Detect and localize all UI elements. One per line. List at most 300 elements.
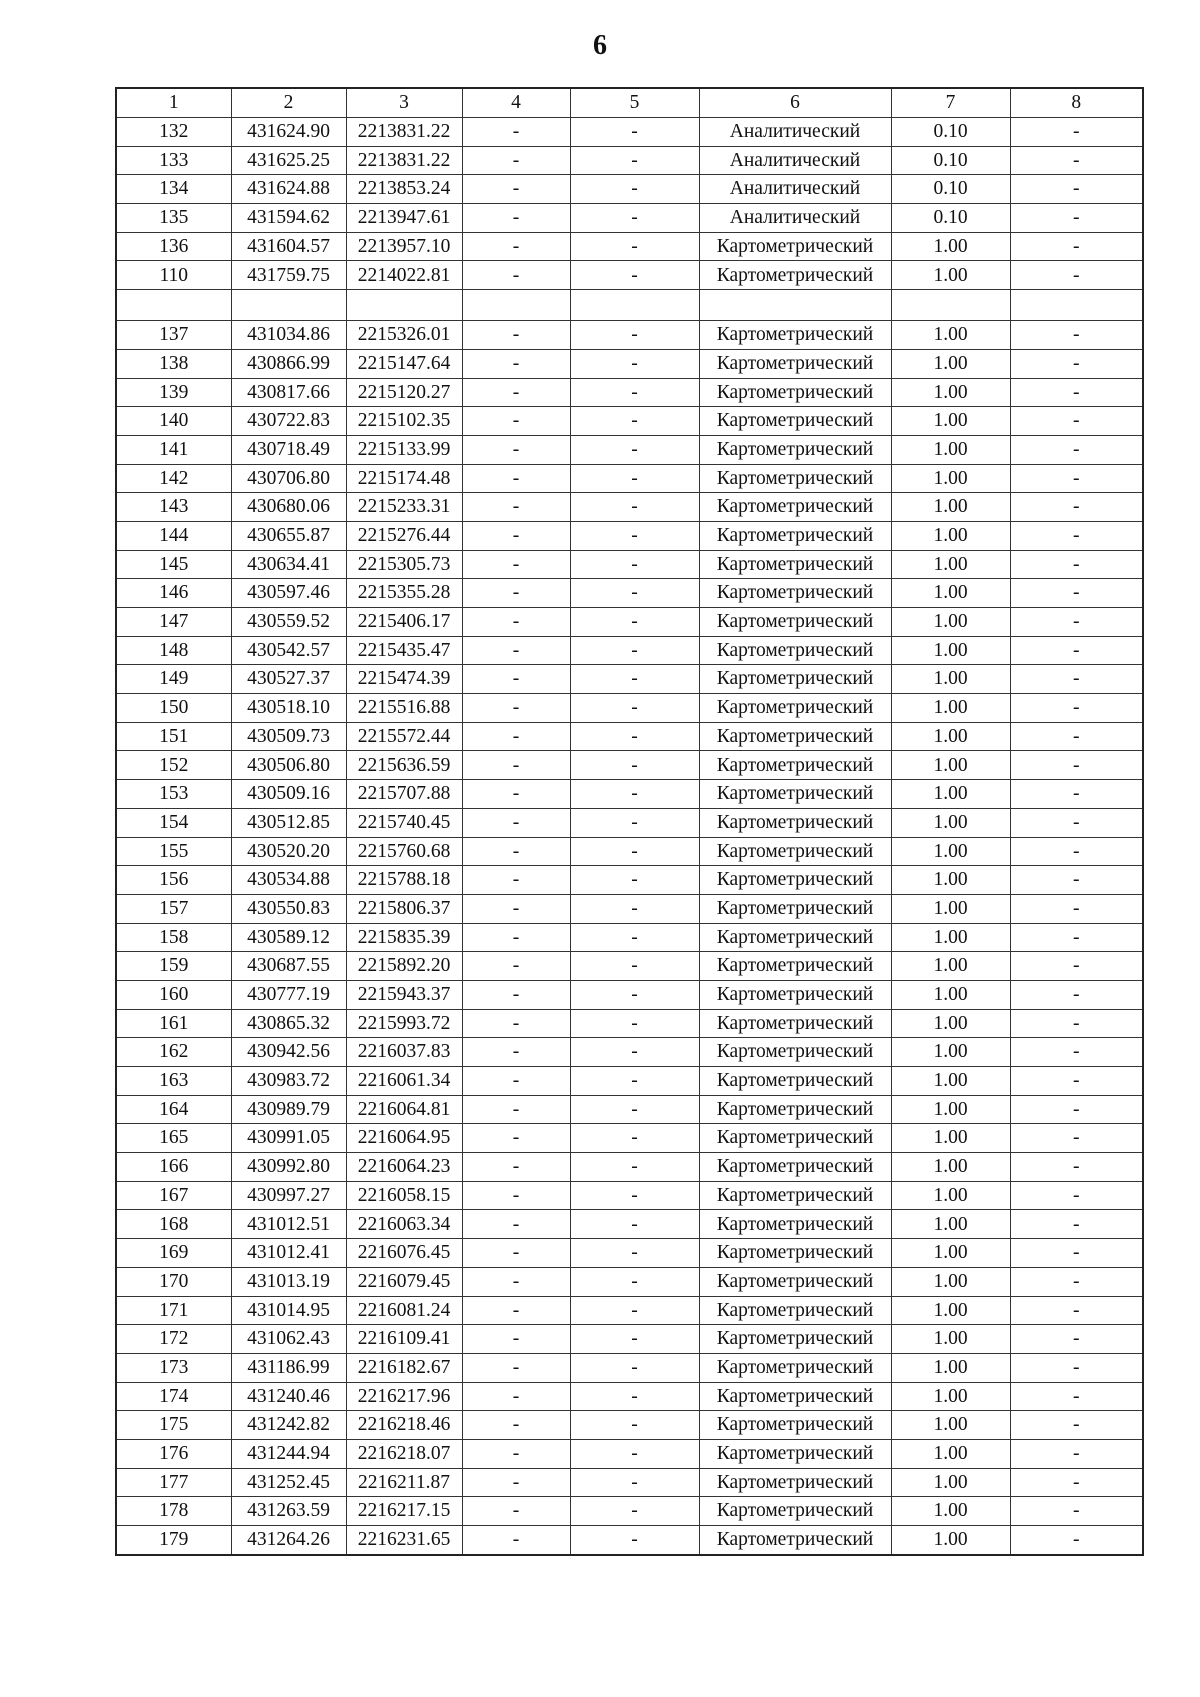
table-row: [116, 378, 1143, 407]
table-cell: 1.00: [891, 321, 1010, 350]
table-cell: Картометрический: [699, 722, 891, 751]
table-cell: -: [570, 694, 699, 723]
table-cell: -: [1010, 321, 1143, 350]
table-cell: -: [462, 1325, 570, 1354]
table-cell: -: [570, 665, 699, 694]
table-cell: Картометрический: [699, 321, 891, 350]
table-row: [116, 980, 1143, 1009]
table-cell: 1.00: [891, 1439, 1010, 1468]
table-cell: 2215406.17: [346, 608, 462, 637]
table-cell: 2215892.20: [346, 952, 462, 981]
table-cell: -: [462, 579, 570, 608]
table-cell: 431264.26: [231, 1526, 346, 1555]
table-cell: 430817.66: [231, 378, 346, 407]
table-cell: -: [1010, 1296, 1143, 1325]
table-cell: 2214022.81: [346, 261, 462, 290]
table-cell: Картометрический: [699, 521, 891, 550]
table-cell: -: [1010, 751, 1143, 780]
table-cell: -: [570, 579, 699, 608]
table-cell: Картометрический: [699, 694, 891, 723]
table-cell: -: [462, 1296, 570, 1325]
table-cell: -: [570, 722, 699, 751]
table-cell: -: [1010, 1353, 1143, 1382]
table-cell: Картометрический: [699, 378, 891, 407]
table-row: [116, 636, 1143, 665]
table-cell: -: [1010, 1239, 1143, 1268]
table-cell: -: [570, 1382, 699, 1411]
table-cell: -: [462, 378, 570, 407]
table-cell: 147: [116, 608, 231, 637]
table-row: [116, 1353, 1143, 1382]
table-cell: -: [570, 521, 699, 550]
table-cell: 431014.95: [231, 1296, 346, 1325]
table-cell: 160: [116, 980, 231, 1009]
table-cell: 1.00: [891, 407, 1010, 436]
table-cell: Картометрический: [699, 1067, 891, 1096]
page-number: 6: [593, 30, 607, 61]
table-cell: -: [462, 1497, 570, 1526]
table-cell: 430777.19: [231, 980, 346, 1009]
table-cell: -: [570, 1153, 699, 1182]
table-cell: -: [462, 694, 570, 723]
table-row: [116, 1468, 1143, 1497]
table-header-row: [116, 88, 1143, 118]
table-cell: -: [1010, 665, 1143, 694]
table-cell: -: [570, 1353, 699, 1382]
table-cell: -: [462, 665, 570, 694]
table-cell: Картометрический: [699, 407, 891, 436]
table-cell: 430983.72: [231, 1067, 346, 1096]
table-cell: -: [570, 837, 699, 866]
table-cell: -: [1010, 146, 1143, 175]
table-cell: -: [1010, 493, 1143, 522]
table-cell: -: [462, 1095, 570, 1124]
table-cell: 430518.10: [231, 694, 346, 723]
table-cell: Картометрический: [699, 464, 891, 493]
table-cell: 2215740.45: [346, 808, 462, 837]
table-cell: 132: [116, 118, 231, 147]
table-cell: [231, 290, 346, 321]
table-cell: 430589.12: [231, 923, 346, 952]
table-cell: -: [462, 980, 570, 1009]
table-cell: -: [1010, 980, 1143, 1009]
table-cell: 137: [116, 321, 231, 350]
table-cell: -: [462, 1153, 570, 1182]
table-cell: [570, 290, 699, 321]
table-cell: -: [462, 1353, 570, 1382]
table-cell: -: [462, 866, 570, 895]
table-cell: Картометрический: [699, 1411, 891, 1440]
table-cell: 0.10: [891, 175, 1010, 204]
table-cell: Картометрический: [699, 780, 891, 809]
table-cell: -: [462, 780, 570, 809]
table-cell: -: [570, 866, 699, 895]
table-cell: 2215233.31: [346, 493, 462, 522]
table-cell: -: [1010, 894, 1143, 923]
table-cell: 431013.19: [231, 1267, 346, 1296]
table-cell: 2216064.81: [346, 1095, 462, 1124]
table-cell: 430634.41: [231, 550, 346, 579]
table-cell: 431062.43: [231, 1325, 346, 1354]
table-cell: [891, 290, 1010, 321]
table-cell: -: [1010, 175, 1143, 204]
table-cell: 430506.80: [231, 751, 346, 780]
table-cell: -: [462, 146, 570, 175]
table-row: [116, 837, 1143, 866]
table-cell: 1.00: [891, 579, 1010, 608]
table-cell: 152: [116, 751, 231, 780]
table-cell: 151: [116, 722, 231, 751]
table-cell: -: [1010, 204, 1143, 233]
table-cell: -: [462, 1239, 570, 1268]
table-cell: 2215326.01: [346, 321, 462, 350]
table-cell: -: [1010, 808, 1143, 837]
table-cell: Картометрический: [699, 349, 891, 378]
table-cell: Картометрический: [699, 1296, 891, 1325]
table-cell: 179: [116, 1526, 231, 1555]
table-cell: 164: [116, 1095, 231, 1124]
table-cell: 2213831.22: [346, 118, 462, 147]
table-cell: 1.00: [891, 521, 1010, 550]
table-cell: Картометрический: [699, 232, 891, 261]
table-cell: 2216061.34: [346, 1067, 462, 1096]
table-cell: 156: [116, 866, 231, 895]
table-cell: -: [570, 608, 699, 637]
table-cell: -: [1010, 1325, 1143, 1354]
table-cell: 1.00: [891, 232, 1010, 261]
table-cell: Картометрический: [699, 1124, 891, 1153]
table-cell: -: [462, 118, 570, 147]
table-cell: 1.00: [891, 866, 1010, 895]
table-cell: Картометрический: [699, 636, 891, 665]
table-cell: [346, 290, 462, 321]
table-cell: -: [1010, 1468, 1143, 1497]
table-body: [116, 88, 1143, 1555]
table-cell: -: [462, 751, 570, 780]
table-cell: -: [570, 1239, 699, 1268]
table-cell: 172: [116, 1325, 231, 1354]
table-cell: [1010, 290, 1143, 321]
table-cell: -: [570, 808, 699, 837]
table-cell: 1.00: [891, 923, 1010, 952]
table-cell: -: [1010, 1439, 1143, 1468]
table-cell: 431012.51: [231, 1210, 346, 1239]
table-cell: -: [1010, 1267, 1143, 1296]
table-cell: -: [462, 521, 570, 550]
table-cell: 178: [116, 1497, 231, 1526]
table-row: [116, 1411, 1143, 1440]
table-cell: -: [570, 1124, 699, 1153]
table-cell: 1.00: [891, 1411, 1010, 1440]
table-cell: -: [462, 321, 570, 350]
table-row: [116, 349, 1143, 378]
table-cell: Картометрический: [699, 952, 891, 981]
table-cell: 141: [116, 435, 231, 464]
table-cell: 2215305.73: [346, 550, 462, 579]
table-cell: 1.00: [891, 1526, 1010, 1555]
table-row: [116, 579, 1143, 608]
table-row: [116, 204, 1143, 233]
table-row: [116, 808, 1143, 837]
table-cell: 134: [116, 175, 231, 204]
table-row: [116, 1382, 1143, 1411]
table-cell: 2215707.88: [346, 780, 462, 809]
table-cell: 1.00: [891, 550, 1010, 579]
table-cell: -: [462, 407, 570, 436]
table-cell: Картометрический: [699, 665, 891, 694]
table-cell: 2215943.37: [346, 980, 462, 1009]
table-cell: -: [570, 1526, 699, 1555]
table-cell: 1.00: [891, 435, 1010, 464]
table-cell: -: [570, 980, 699, 1009]
table-cell: -: [570, 261, 699, 290]
table-cell: 1.00: [891, 1353, 1010, 1382]
table-cell: Картометрический: [699, 1210, 891, 1239]
table-cell: 1.00: [891, 349, 1010, 378]
table-cell: 2216081.24: [346, 1296, 462, 1325]
table-cell: 2215147.64: [346, 349, 462, 378]
table-cell: 159: [116, 952, 231, 981]
table-row: [116, 1038, 1143, 1067]
table-cell: 1.00: [891, 952, 1010, 981]
table-cell: 2215435.47: [346, 636, 462, 665]
table-row: [116, 1067, 1143, 1096]
table-cell: Картометрический: [699, 550, 891, 579]
table-cell: 1.00: [891, 1325, 1010, 1354]
table-cell: -: [570, 1296, 699, 1325]
table-row: [116, 694, 1143, 723]
table-cell: 2216217.96: [346, 1382, 462, 1411]
table-cell: 2215355.28: [346, 579, 462, 608]
table-cell: -: [1010, 1153, 1143, 1182]
table-cell: Картометрический: [699, 1325, 891, 1354]
table-cell: -: [570, 1468, 699, 1497]
table-cell: -: [462, 1526, 570, 1555]
table-cell: 2216217.15: [346, 1497, 462, 1526]
table-cell: Картометрический: [699, 261, 891, 290]
table-row: [116, 435, 1143, 464]
table-cell: 430865.32: [231, 1009, 346, 1038]
table-cell: -: [570, 751, 699, 780]
table-cell: Картометрический: [699, 894, 891, 923]
table-cell: -: [570, 1325, 699, 1354]
table-cell: Картометрический: [699, 1468, 891, 1497]
table-row: [116, 321, 1143, 350]
coordinates-table: [115, 87, 1144, 1556]
table-cell: 2215806.37: [346, 894, 462, 923]
table-cell: Картометрический: [699, 1353, 891, 1382]
table-cell: Картометрический: [699, 1526, 891, 1555]
table-cell: 0.10: [891, 118, 1010, 147]
table-cell: -: [462, 808, 570, 837]
table-cell: Картометрический: [699, 1181, 891, 1210]
table-cell: 431012.41: [231, 1239, 346, 1268]
table-cell: Картометрический: [699, 1267, 891, 1296]
table-cell: 2216218.46: [346, 1411, 462, 1440]
table-cell: 431240.46: [231, 1382, 346, 1411]
table-cell: Картометрический: [699, 1439, 891, 1468]
table-cell: 168: [116, 1210, 231, 1239]
table-cell: -: [570, 1095, 699, 1124]
table-cell: -: [570, 118, 699, 147]
table-cell: -: [462, 722, 570, 751]
table-cell: 431186.99: [231, 1353, 346, 1382]
table-cell: 158: [116, 923, 231, 952]
table-cell: -: [570, 1181, 699, 1210]
table-cell: -: [570, 435, 699, 464]
column-header: 5: [570, 88, 699, 118]
table-cell: -: [462, 1468, 570, 1497]
table-cell: 2215174.48: [346, 464, 462, 493]
table-cell: -: [1010, 722, 1143, 751]
table-cell: 430991.05: [231, 1124, 346, 1153]
table-row: [116, 1153, 1143, 1182]
table-cell: -: [1010, 349, 1143, 378]
table-cell: 149: [116, 665, 231, 694]
table-cell: -: [1010, 579, 1143, 608]
table-cell: 430722.83: [231, 407, 346, 436]
table-cell: 2215474.39: [346, 665, 462, 694]
table-cell: -: [570, 1267, 699, 1296]
table-cell: -: [462, 435, 570, 464]
table-cell: 1.00: [891, 980, 1010, 1009]
table-cell: -: [462, 261, 570, 290]
table-cell: 157: [116, 894, 231, 923]
table-cell: -: [462, 1411, 570, 1440]
table-row: [116, 464, 1143, 493]
table-cell: 2215516.88: [346, 694, 462, 723]
table-row: [116, 1210, 1143, 1239]
table-cell: Картометрический: [699, 1497, 891, 1526]
column-header: 8: [1010, 88, 1143, 118]
table-cell: Картометрический: [699, 751, 891, 780]
column-header: 4: [462, 88, 570, 118]
table-cell: Картометрический: [699, 808, 891, 837]
table-cell: -: [462, 175, 570, 204]
table-cell: 430687.55: [231, 952, 346, 981]
table-cell: Картометрический: [699, 608, 891, 637]
table-cell: 431624.90: [231, 118, 346, 147]
table-cell: 431624.88: [231, 175, 346, 204]
table-cell: Картометрический: [699, 1382, 891, 1411]
table-cell: 430997.27: [231, 1181, 346, 1210]
table-cell: -: [570, 1038, 699, 1067]
table-cell: -: [462, 923, 570, 952]
table-cell: 430942.56: [231, 1038, 346, 1067]
table-cell: [116, 290, 231, 321]
table-cell: 1.00: [891, 808, 1010, 837]
table-cell: -: [1010, 866, 1143, 895]
table-row: [116, 608, 1143, 637]
table-cell: 2216063.34: [346, 1210, 462, 1239]
table-cell: 2216218.07: [346, 1439, 462, 1468]
table-cell: 430706.80: [231, 464, 346, 493]
table-cell: 2216058.15: [346, 1181, 462, 1210]
table-cell: -: [462, 1009, 570, 1038]
table-cell: 150: [116, 694, 231, 723]
table-row: [116, 118, 1143, 147]
table-cell: 1.00: [891, 1267, 1010, 1296]
table-cell: 1.00: [891, 751, 1010, 780]
table-cell: -: [462, 608, 570, 637]
table-cell: -: [462, 464, 570, 493]
table-row: [116, 175, 1143, 204]
table-cell: 165: [116, 1124, 231, 1153]
table-cell: -: [570, 349, 699, 378]
table-row: [116, 1325, 1143, 1354]
table-cell: Картометрический: [699, 1009, 891, 1038]
table-cell: Аналитический: [699, 204, 891, 233]
table-cell: 431252.45: [231, 1468, 346, 1497]
table-cell: 2216109.41: [346, 1325, 462, 1354]
table-cell: 143: [116, 493, 231, 522]
table-cell: 1.00: [891, 1296, 1010, 1325]
table-cell: -: [462, 636, 570, 665]
table-cell: -: [1010, 407, 1143, 436]
table-cell: 170: [116, 1267, 231, 1296]
table-row: [116, 493, 1143, 522]
table-cell: -: [570, 407, 699, 436]
table-cell: 1.00: [891, 1239, 1010, 1268]
table-cell: -: [570, 1009, 699, 1038]
table-cell: 431759.75: [231, 261, 346, 290]
table-cell: 161: [116, 1009, 231, 1038]
table-cell: -: [570, 493, 699, 522]
table-cell: 133: [116, 146, 231, 175]
table-cell: -: [570, 894, 699, 923]
table-cell: 1.00: [891, 1210, 1010, 1239]
table-cell: 166: [116, 1153, 231, 1182]
table-cell: Картометрический: [699, 1153, 891, 1182]
table-cell: 431244.94: [231, 1439, 346, 1468]
table-cell: -: [1010, 608, 1143, 637]
table-cell: -: [570, 378, 699, 407]
table-cell: Аналитический: [699, 118, 891, 147]
table-cell: 431604.57: [231, 232, 346, 261]
table-cell: -: [570, 1439, 699, 1468]
table-cell: -: [462, 952, 570, 981]
column-header: 3: [346, 88, 462, 118]
table-cell: -: [462, 1267, 570, 1296]
table-cell: -: [1010, 378, 1143, 407]
table-cell: 1.00: [891, 464, 1010, 493]
table-cell: -: [570, 952, 699, 981]
table-cell: 2216211.87: [346, 1468, 462, 1497]
table-cell: 430866.99: [231, 349, 346, 378]
table-cell: -: [462, 1124, 570, 1153]
table-cell: 1.00: [891, 1153, 1010, 1182]
table-cell: 431594.62: [231, 204, 346, 233]
table-cell: 430597.46: [231, 579, 346, 608]
table-cell: -: [1010, 435, 1143, 464]
table-cell: 176: [116, 1439, 231, 1468]
table-cell: 1.00: [891, 1497, 1010, 1526]
table-cell: Картометрический: [699, 1095, 891, 1124]
table-cell: 2216037.83: [346, 1038, 462, 1067]
table-cell: 2213957.10: [346, 232, 462, 261]
table-cell: -: [462, 204, 570, 233]
table-cell: -: [1010, 1497, 1143, 1526]
table-cell: 163: [116, 1067, 231, 1096]
table-cell: 2213853.24: [346, 175, 462, 204]
table-cell: Картометрический: [699, 579, 891, 608]
table-cell: 173: [116, 1353, 231, 1382]
table-row: [116, 1095, 1143, 1124]
table-cell: 2216064.23: [346, 1153, 462, 1182]
table-cell: 1.00: [891, 378, 1010, 407]
table-cell: -: [462, 493, 570, 522]
table-cell: 430542.57: [231, 636, 346, 665]
